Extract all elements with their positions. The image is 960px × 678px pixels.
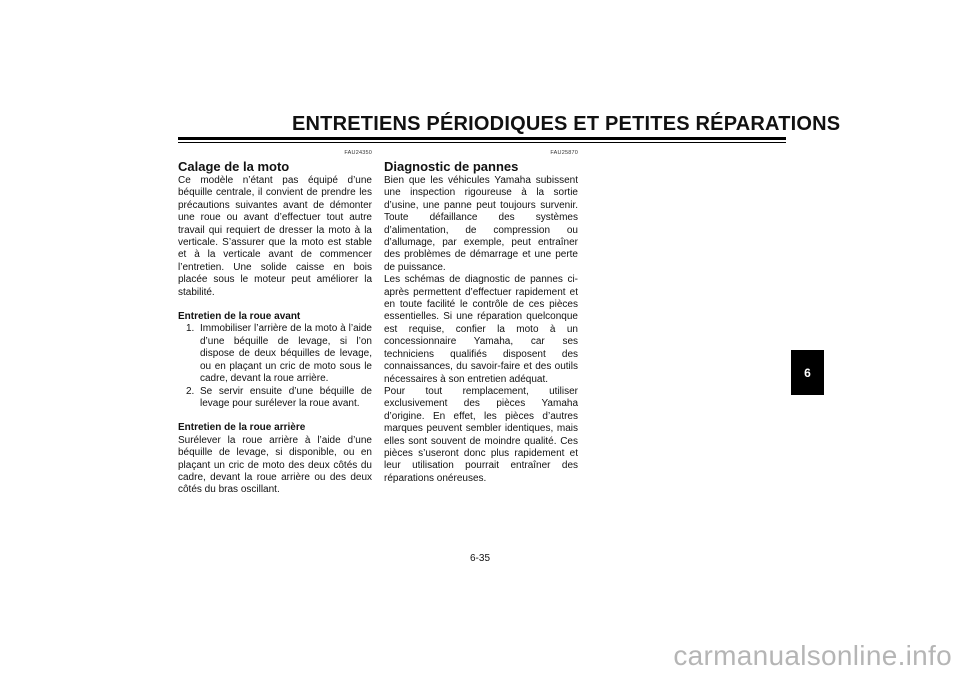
section-title-calage: Calage de la moto (178, 159, 290, 174)
step-text: Se servir ensuite d’une béquille de levage pour surélever la roue avant. (200, 385, 372, 409)
diagnostic-paragraph-3: Pour tout remplacement, utiliser exclusivement des pièces Yamaha d’origine. En effet, les pièces d’autres marques peuvent sembler identiques, mais elles sont souvent de moindre qualité. Ces pièces s’useront donc plus rapidement et leur utilisation pourrait entraîner des réparations onéreuses. (384, 385, 578, 484)
header-rule-thick (178, 137, 786, 140)
diagnostic-paragraph-1: Bien que les véhicules Yamaha subissent une inspection rigoureuse à la sortie d’usine, une panne peut toujours survenir. Toute défaillance des systèmes d’alimentation, de compression ou d’allumage, par exemple, peut entraîner des problèmes de démarrage et une perte de puissance. (384, 175, 578, 273)
left-column (178, 150, 372, 497)
calage-intro-paragraph: Ce modèle n’étant pas équipé d’une béquille centrale, il convient de prendre les précautions suivantes avant de démonter une roue ou avant d’effectuer tout autre travail qui requiert de dresser la moto à la verticale. S’assurer que la moto est stable et à la verticale avant de commencer l’entretien. Une solide caisse en bois placée sous le moteur peut améliorer la stabilité. (178, 175, 372, 298)
section-ref-code: FAU25870 (550, 150, 578, 156)
subheading-rear-wheel: Entretien de la roue arrière (178, 422, 306, 434)
step-number: 1. (186, 323, 195, 335)
page-header-title: ENTRETIENS PÉRIODIQUES ET PETITES RÉPARATIONS (292, 113, 841, 135)
front-wheel-steps (178, 323, 372, 410)
step-item (178, 323, 372, 385)
chapter-tab: 6 (791, 350, 824, 395)
step-text: Immobiliser l’arrière de la moto à l’aide d’une béquille de levage, si l’on dispose de deux béquilles de levage, ou en plaçant un cric de moto sous le cadre, devant la roue arrière. (200, 323, 372, 385)
rear-wheel-paragraph: Surélever la roue arrière à l’aide d’une béquille de levage, si disponible, ou en plaçant un cric de moto des deux côtés du cadre, devant la roue arrière ou des deux côtés du bras oscillant. (178, 434, 372, 496)
watermark-text: carmanualsonline.info (673, 640, 952, 671)
step-number: 2. (186, 385, 195, 397)
diagnostic-paragraph-2: Les schémas de diagnostic de pannes ci-après permettent d’effectuer rapidement et en toute facilité le contrôle de ces pièces essentielles. Si une réparation quelconque est requise, confier la moto à un concessionnaire Yamaha, car ses techniciens qualifiés disposent des connaissances, du savoir-faire et des outils nécessaires à son entretien adéquat. (384, 274, 578, 385)
section-title-diagnostic: Diagnostic de pannes (384, 159, 519, 174)
subheading-front-wheel: Entretien de la roue avant (178, 311, 301, 323)
page-number: 6-35 (469, 553, 490, 564)
section-ref-code: FAU24350 (344, 150, 372, 156)
step-item (178, 386, 372, 411)
right-column (384, 150, 578, 485)
header-rule-thin (178, 142, 786, 143)
